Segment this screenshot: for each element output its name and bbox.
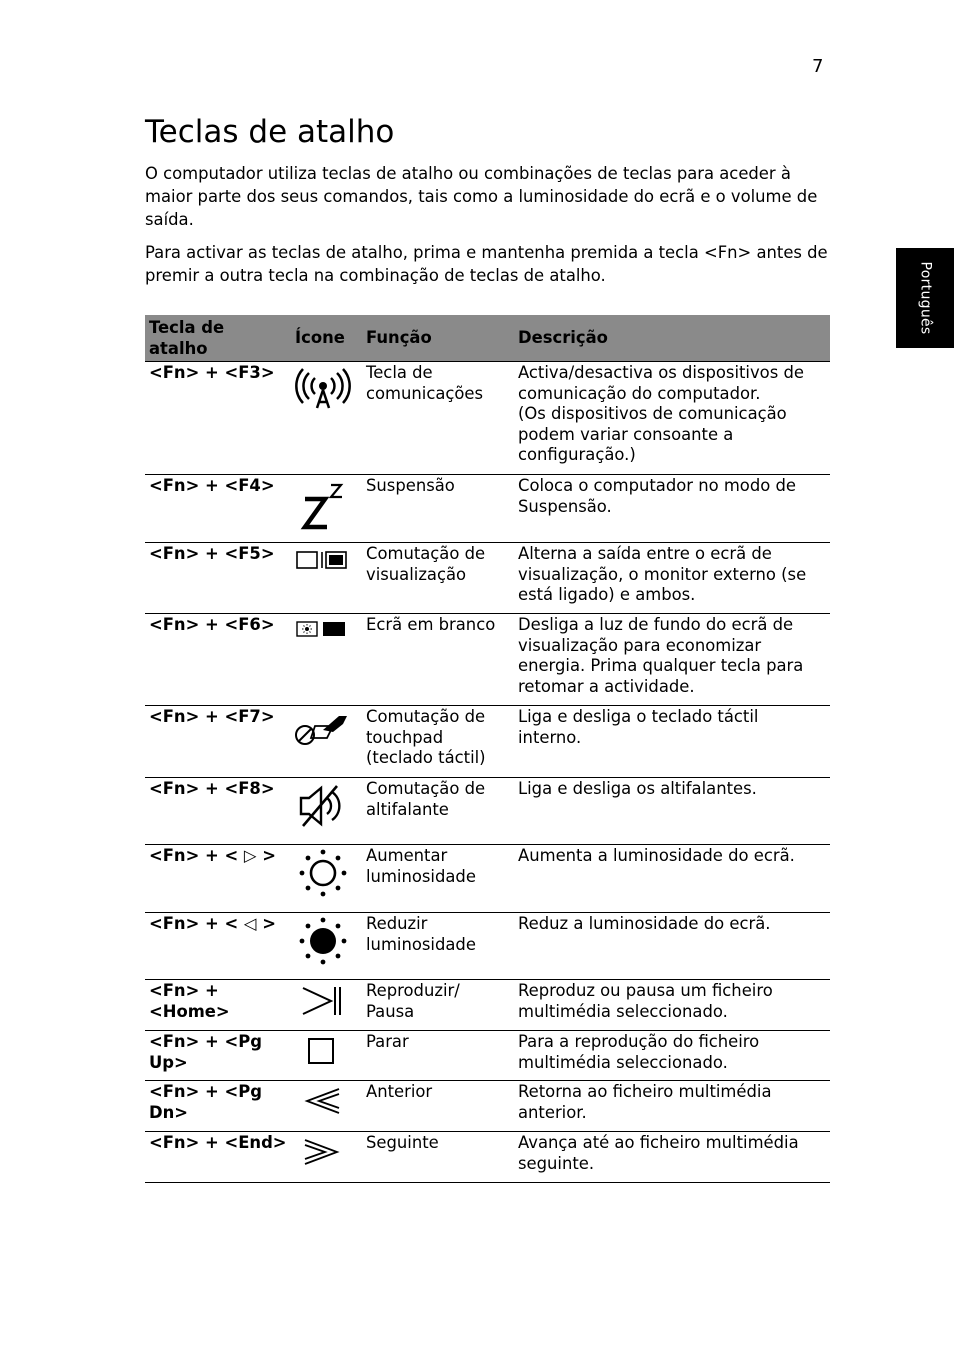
brightness-down-icon xyxy=(293,915,353,967)
hotkey-cell: <Fn> + <F3> xyxy=(145,362,291,475)
speaker-mute-icon xyxy=(293,780,353,832)
header-function: Função xyxy=(362,315,514,362)
description-cell: Liga e desliga o teclado táctil interno. xyxy=(514,706,830,778)
hotkey-cell: <Fn> + <F7> xyxy=(145,706,291,778)
function-cell: Reduzir luminosidade xyxy=(362,913,514,980)
table-header-row xyxy=(145,315,830,362)
sleep-icon xyxy=(293,477,353,533)
table-row xyxy=(145,845,830,913)
table-row xyxy=(145,980,830,1031)
function-cell: Reproduzir/ Pausa xyxy=(362,980,514,1031)
table-row xyxy=(145,778,830,845)
function-cell: Parar xyxy=(362,1031,514,1081)
function-cell: Anterior xyxy=(362,1081,514,1132)
function-cell: Comutação de touchpad (teclado táctil) xyxy=(362,706,514,778)
description-cell: Desliga a luz de fundo do ecrã de visualização para economizar energia. Prima qualquer tecla para retomar a actividade. xyxy=(514,614,830,706)
language-tab-label: Português xyxy=(917,261,933,335)
next-icon xyxy=(293,1134,353,1170)
intro-paragraph-1: O computador utiliza teclas de atalho ou combinações de teclas para aceder à maior parte dos seus comandos, tais como a luminosidade do ecrã e o volume de saída. xyxy=(145,164,818,229)
function-cell: Comutação de visualização xyxy=(362,543,514,614)
hotkeys-table xyxy=(145,315,830,1183)
hotkey-cell: <Fn> + <End> xyxy=(145,1132,291,1183)
description-cell: Aumenta a luminosidade do ecrã. xyxy=(514,845,830,913)
function-cell: Comutação de altifalante xyxy=(362,778,514,845)
description-cell: Coloca o computador no modo de Suspensão. xyxy=(514,475,830,543)
play-pause-icon xyxy=(293,982,353,1020)
previous-icon xyxy=(293,1083,353,1119)
hotkey-cell: <Fn> + <F6> xyxy=(145,614,291,706)
function-cell: Seguinte xyxy=(362,1132,514,1183)
table-row xyxy=(145,362,830,475)
description-cell: Alterna a saída entre o ecrã de visualização, o monitor externo (se está ligado) e ambos. xyxy=(514,543,830,614)
hotkey-cell: <Fn> + < ◁ > xyxy=(145,913,291,980)
table-row xyxy=(145,543,830,614)
header-icon: Ícone xyxy=(291,315,362,362)
intro-paragraph-2: Para activar as teclas de atalho, prima e mantenha premida a tecla <Fn> antes de premir a outra tecla na combinação de teclas de atalho. xyxy=(145,243,828,285)
hotkey-cell: <Fn> + <Home> xyxy=(145,980,291,1031)
hotkey-cell: <Fn> + <F8> xyxy=(145,778,291,845)
table-row xyxy=(145,475,830,543)
display-toggle-icon xyxy=(293,545,353,575)
page-title: Teclas de atalho xyxy=(145,114,395,150)
description-cell: Reproduz ou pausa um ficheiro multimédia seleccionado. xyxy=(514,980,830,1031)
brightness-up-icon xyxy=(293,847,353,899)
function-cell: Suspensão xyxy=(362,475,514,543)
table-row xyxy=(145,1031,830,1081)
description-cell: Para a reprodução do ficheiro multimédia seleccionado. xyxy=(514,1031,830,1081)
wireless-icon xyxy=(293,364,353,414)
table-row xyxy=(145,706,830,778)
table-row xyxy=(145,614,830,706)
hotkey-cell: <Fn> + <F5> xyxy=(145,543,291,614)
description-cell: Retorna ao ficheiro multimédia anterior. xyxy=(514,1081,830,1132)
hotkey-cell: <Fn> + < ▷ > xyxy=(145,845,291,913)
description-cell: Avança até ao ficheiro multimédia seguinte. xyxy=(514,1132,830,1183)
table-row xyxy=(145,1081,830,1132)
function-cell: Aumentar luminosidade xyxy=(362,845,514,913)
table-row xyxy=(145,1132,830,1183)
description-cell: Reduz a luminosidade do ecrã. xyxy=(514,913,830,980)
page-number: 7 xyxy=(812,56,824,77)
hotkey-cell: <Fn> + <F4> xyxy=(145,475,291,543)
language-tab xyxy=(896,248,954,348)
function-cell: Tecla de comunicações xyxy=(362,362,514,475)
touchpad-toggle-icon xyxy=(293,708,353,748)
description-cell: Activa/desactiva os dispositivos de comunicação do computador. (Os dispositivos de comunicação podem variar consoante a configuração.) xyxy=(514,362,830,475)
hotkey-cell: <Fn> + <Pg Up> xyxy=(145,1031,291,1081)
stop-icon xyxy=(293,1033,353,1069)
table-row xyxy=(145,913,830,980)
header-hotkey: Tecla de atalho xyxy=(145,315,291,362)
header-description: Descrição xyxy=(514,315,830,362)
screen-blank-icon xyxy=(293,616,353,642)
function-cell: Ecrã em branco xyxy=(362,614,514,706)
description-cell: Liga e desliga os altifalantes. xyxy=(514,778,830,845)
hotkey-cell: <Fn> + <Pg Dn> xyxy=(145,1081,291,1132)
